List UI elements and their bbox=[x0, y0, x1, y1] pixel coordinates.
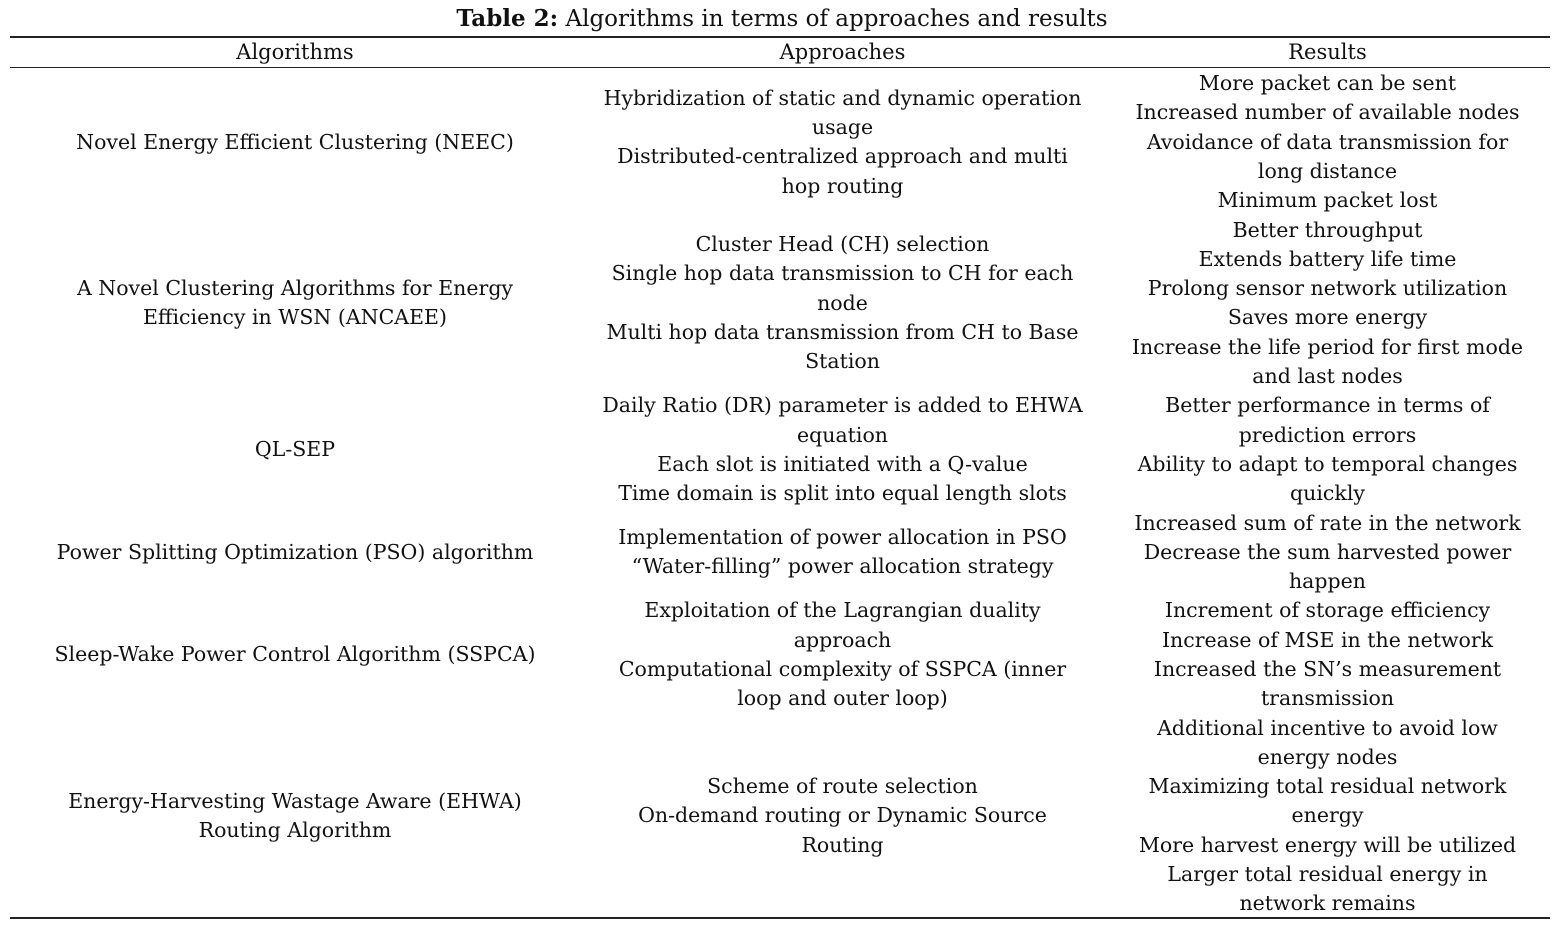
cell-approaches-line: Multi hop data transmission from CH to Base bbox=[606, 320, 1079, 345]
cell-approaches-line: approach bbox=[793, 627, 892, 652]
cell-results-line: Decrease the sum harvested power bbox=[1143, 539, 1512, 564]
cell-results-line: Larger total residual energy in bbox=[1167, 862, 1488, 887]
cell-approaches-line: Cluster Head (CH) selection bbox=[695, 232, 990, 257]
cell-approaches-line: “Water-filling” power allocation strategy bbox=[631, 554, 1054, 579]
header-results: Results bbox=[1288, 40, 1367, 64]
cell-results bbox=[1105, 216, 1550, 392]
cell-results-line: Better performance in terms of bbox=[1165, 393, 1490, 418]
cell-results-line: energy nodes bbox=[1257, 744, 1398, 769]
cell-approaches-line: node bbox=[817, 290, 868, 315]
cell-algorithm bbox=[10, 596, 580, 713]
table-header-rule bbox=[10, 67, 1550, 68]
cell-results-line: Increase the life period for first mode bbox=[1131, 334, 1524, 359]
cell-approaches-line: Daily Ratio (DR) parameter is added to EHWA bbox=[602, 393, 1083, 418]
cell-approaches bbox=[580, 596, 1105, 713]
cell-results-line: Maximizing total residual network bbox=[1148, 774, 1507, 799]
cell-approaches bbox=[580, 391, 1105, 508]
header-algorithms: Algorithms bbox=[236, 40, 354, 64]
cell-algorithm-line: QL-SEP bbox=[254, 437, 336, 462]
cell-approaches bbox=[580, 714, 1105, 919]
cell-results-line: and last nodes bbox=[1252, 363, 1403, 388]
cell-algorithm bbox=[10, 714, 580, 919]
cell-algorithm bbox=[10, 509, 580, 597]
caption-text: Algorithms in terms of approaches and results bbox=[558, 6, 1108, 32]
cell-approaches-line: Routing bbox=[801, 832, 884, 857]
table-bottom-rule bbox=[10, 917, 1550, 919]
cell-approaches-line: Exploitation of the Lagrangian duality bbox=[644, 598, 1041, 623]
cell-results-line: Increased the SN’s measurement bbox=[1153, 656, 1502, 681]
cell-approaches-line: equation bbox=[796, 422, 889, 447]
cell-results-line: transmission bbox=[1260, 686, 1395, 711]
cell-results-line: Additional incentive to avoid low bbox=[1157, 715, 1498, 740]
cell-approaches-line: Implementation of power allocation in PSO bbox=[618, 525, 1067, 550]
cell-approaches-line: Distributed-centralized approach and multi bbox=[617, 144, 1068, 169]
cell-results-line: energy bbox=[1291, 803, 1364, 828]
cell-approaches-line: Computational complexity of SSPCA (inner bbox=[618, 656, 1067, 681]
cell-approaches-line: Single hop data transmission to CH for each bbox=[611, 261, 1074, 286]
cell-approaches-line: hop routing bbox=[781, 173, 904, 198]
cell-algorithm-line: Efficiency in WSN (ANCAEE) bbox=[142, 305, 448, 330]
cell-approaches bbox=[580, 509, 1105, 597]
cell-results-line: Prolong sensor network utilization bbox=[1147, 276, 1508, 301]
cell-results-line: Increased number of available nodes bbox=[1135, 100, 1520, 125]
cell-approaches-line: On-demand routing or Dynamic Source bbox=[638, 803, 1047, 828]
header-approaches: Approaches bbox=[779, 40, 906, 64]
cell-approaches-line: Hybridization of static and dynamic operation bbox=[603, 85, 1082, 110]
cell-results-line: Ability to adapt to temporal changes bbox=[1137, 451, 1518, 476]
cell-results-line: Better throughput bbox=[1232, 217, 1423, 242]
cell-results-line: Extends battery life time bbox=[1198, 246, 1457, 271]
cell-results-line: Increase of MSE in the network bbox=[1161, 627, 1494, 652]
cell-algorithm bbox=[10, 391, 580, 508]
cell-results bbox=[1105, 69, 1550, 216]
cell-algorithm-line: Novel Energy Efficient Clustering (NEEC) bbox=[76, 129, 514, 154]
cell-results-line: Saves more energy bbox=[1227, 305, 1428, 330]
cell-results-line: Avoidance of data transmission for bbox=[1146, 129, 1509, 154]
cell-results-line: Minimum packet lost bbox=[1217, 188, 1438, 213]
table-caption bbox=[0, 4, 1564, 34]
cell-results bbox=[1105, 714, 1550, 919]
cell-algorithm-line: Energy-Harvesting Wastage Aware (EHWA) bbox=[68, 788, 522, 813]
cell-results bbox=[1105, 391, 1550, 508]
cell-approaches-line: Station bbox=[805, 349, 880, 374]
cell-results-line: Increased sum of rate in the network bbox=[1134, 510, 1521, 535]
cell-results-line: More harvest energy will be utilized bbox=[1138, 832, 1517, 857]
cell-results-line: Increment of storage efficiency bbox=[1164, 598, 1491, 623]
cell-approaches-line: Time domain is split into equal length slots bbox=[618, 481, 1067, 506]
cell-results-line: network remains bbox=[1239, 891, 1416, 916]
caption-label: Table 2: bbox=[456, 5, 559, 32]
cell-algorithm-line: A Novel Clustering Algorithms for Energy bbox=[76, 276, 514, 301]
cell-approaches bbox=[580, 216, 1105, 392]
cell-results-line: happen bbox=[1288, 569, 1366, 594]
cell-algorithm-line: Routing Algorithm bbox=[198, 818, 392, 843]
cell-approaches-line: Scheme of route selection bbox=[707, 774, 978, 799]
cell-results-line: quickly bbox=[1290, 481, 1365, 506]
cell-approaches-line: loop and outer loop) bbox=[737, 686, 948, 711]
cell-approaches-line: usage bbox=[811, 114, 874, 139]
cell-results-line: More packet can be sent bbox=[1198, 71, 1457, 95]
cell-results bbox=[1105, 509, 1550, 597]
cell-algorithm bbox=[10, 69, 580, 216]
cell-results-line: long distance bbox=[1257, 158, 1398, 183]
cell-algorithm bbox=[10, 216, 580, 392]
cell-results-line: prediction errors bbox=[1238, 422, 1417, 447]
cell-approaches-line: Each slot is initiated with a Q-value bbox=[657, 451, 1028, 476]
cell-algorithm-line: Sleep-Wake Power Control Algorithm (SSPCA) bbox=[54, 642, 536, 667]
cell-approaches bbox=[580, 69, 1105, 216]
cell-algorithm-line: Power Splitting Optimization (PSO) algorithm bbox=[56, 539, 534, 564]
cell-results bbox=[1105, 596, 1550, 713]
